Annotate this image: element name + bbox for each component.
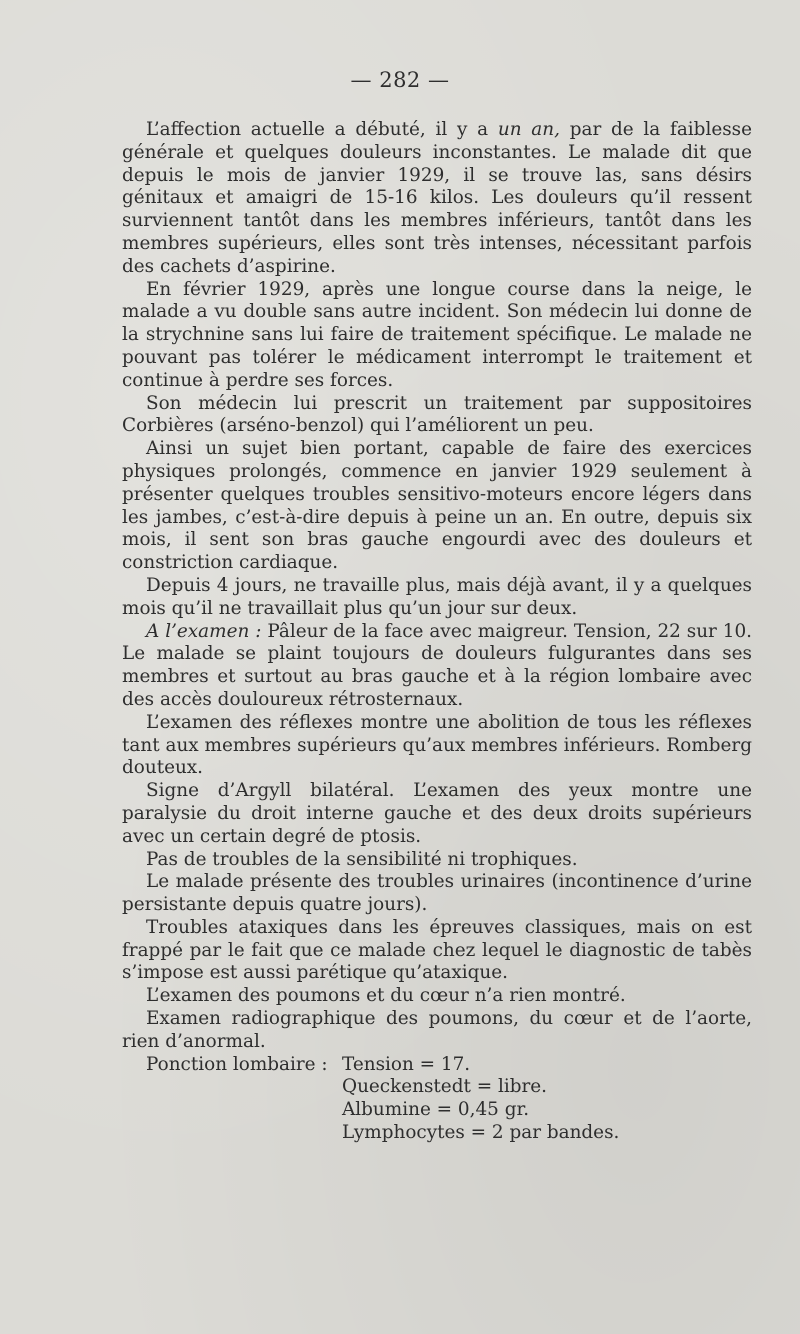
paragraph-6: A l’examen : Pâleur de la face avec maigreur. Tension, 22 sur 10. Le malade se plaint toujours de douleurs fulgurantes dans ses membres et surtout au bras gauche et à la région lombaire avec des accès douloureux rétrosternaux. [122, 620, 752, 710]
paragraph-4: Ainsi un sujet bien portant, capable de faire des exercices physiques prolongés, commence en janvier 1929 seulement à présenter quelques troubles sensitivo-moteurs encore légers dans les jambes, c’est-à-dire depuis à peine un an. En outre, depuis six mois, il sent son bras gauche engourdi avec des douleurs et constriction cardiaque. [122, 438, 752, 574]
paragraph-10: Le malade présente des troubles urinaires (incontinence d’urine persistante depuis quatre jours). [122, 871, 752, 916]
paragraph-12: L’examen des poumons et du cœur n’a rien montré. [146, 985, 626, 1007]
paragraph-2: En février 1929, après une longue course dans la neige, le malade a vu double sans autre incident. Son médecin lui donne de la strychnine sans lui faire de traitement spécifique. Le malade ne pouvant pas tolérer le médicament interrompt le traitement et continue à perdre ses forces. [122, 278, 752, 391]
paragraph-13: Examen radiographique des poumons, du cœur et de l’aorte, rien d’anormal. [122, 1008, 752, 1052]
ponction-value-albumine: Albumine = 0,45 gr. [342, 1099, 530, 1121]
ponction-row [122, 1076, 752, 1099]
ponction-value-tension: Tension = 17. [342, 1053, 471, 1075]
ponction-lombaire-results [122, 1054, 752, 1145]
ponction-label: Ponction lombaire : [146, 1053, 328, 1075]
paragraph-5: Depuis 4 jours, ne travaille plus, mais déjà avant, il y a quelques mois qu’il ne travaillait plus qu’un jour sur deux. [122, 574, 752, 619]
ponction-row [122, 1122, 752, 1145]
paragraph-3: Son médecin lui prescrit un traitement par suppositoires Corbières (arséno-benzol) qui l’améliorent un peu. [122, 392, 752, 437]
page-number: — 282 — [350, 68, 450, 92]
paragraph-9: Pas de troubles de la sensibilité ni trophiques. [146, 848, 578, 870]
paragraph-11: Troubles ataxiques dans les épreuves classiques, mais on est frappé par le fait que ce malade chez lequel le diagnostic de tabès s’impose est aussi parétique qu’ataxique. [122, 916, 752, 984]
paragraph-7: L’examen des réflexes montre une abolition de tous les réflexes tant aux membres supérieurs qu’aux membres inférieurs. Romberg douteux. [122, 711, 752, 779]
ponction-value-queckenstedt: Queckenstedt = libre. [342, 1076, 548, 1098]
ponction-row [122, 1099, 752, 1122]
ponction-row [122, 1054, 752, 1077]
body-text [122, 119, 752, 1145]
paragraph-1: L’affection actuelle a débuté, il y a un an, par de la faiblesse générale et quelques douleurs inconstantes. Le malade dit que depuis le mois de janvier 1929, il se trouve las, sans désirs génitaux et amaigri de 15-16 kilos. Les douleurs qu’il ressent surviennent tantôt dans les membres inférieurs, tantôt dans les membres supérieurs, elles sont très intenses, nécessitant parfois des cachets d’aspirine. [122, 119, 752, 277]
ponction-value-lymphocytes: Lymphocytes = 2 par bandes. [342, 1122, 620, 1144]
paragraph-8: Signe d’Argyll bilatéral. L’examen des yeux montre une paralysie du droit interne gauche et des deux droits supérieurs avec un certain degré de ptosis. [122, 780, 752, 847]
